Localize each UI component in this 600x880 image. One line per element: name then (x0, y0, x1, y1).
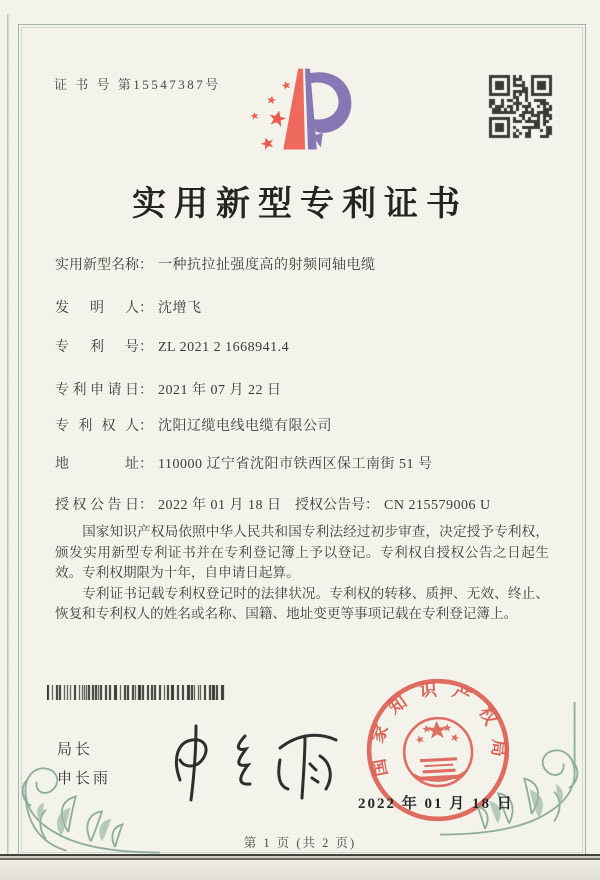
field-application-date: 专利申请日： 2021 年 07 月 22 日 (55, 379, 282, 399)
ornament-corner-right (438, 702, 588, 842)
officer-role: 局长 (57, 742, 94, 758)
field-value: ZL 2021 2 1668941.4 (158, 340, 290, 355)
seal-date: 2022 年 01 月 18 日 (358, 796, 514, 812)
field-address: 地址： 110000 辽宁省沈阳市铁西区保工南街 51 号 (55, 453, 432, 473)
field-inventor: 发明人： 沈增飞 (55, 297, 202, 317)
cnipa-logo-icon (232, 60, 380, 172)
certificate-title: 实用新型专利证书 (132, 186, 468, 223)
officer-name: 申长雨 (57, 771, 112, 787)
legal-text (55, 522, 549, 625)
field-value: 2021 年 07 月 22 日 (158, 383, 282, 398)
seal-text: 国家知识产权局 (365, 678, 510, 779)
page-number: 第 1 页 (共 2 页) (243, 836, 357, 850)
legal-paragraph-2: 专利证书记载专利权登记时的法律状况。专利权的转移、质押、无效、终止、恢复和专利权人的姓名或名称、国籍、地址变更等事项记载在专利登记簿上。 (55, 585, 549, 622)
logo-p-shape (283, 69, 351, 150)
field-patent-number: 专利号： ZL 2021 2 1668941.4 (55, 336, 289, 356)
field-patentee: 专利权人： 沈阳辽缆电线电缆有限公司 (55, 415, 332, 435)
field-grant-number: 授权公告号： CN 215579006 U (295, 498, 491, 513)
field-label: 授权公告号 (295, 498, 365, 513)
paper-left-edge (7, 14, 9, 856)
field-value: 2022 年 01 月 18 日 (158, 498, 282, 513)
field-label: 专利号 (55, 340, 139, 355)
field-label: 地址 (55, 457, 139, 472)
legal-paragraph-1: 国家知识产权局依照中华人民共和国专利法经过初步审查，决定授予专利权，颁发实用新型专利证书并在专利登记簿上予以登记。专利权自授权公告之日起生效。专利权期限为十年，自申请日起算。 (55, 524, 549, 581)
field-value: 沈阳辽缆电线电缆有限公司 (158, 419, 332, 434)
field-label: 发明人 (55, 301, 139, 316)
field-label: 授权公告日 (55, 498, 139, 513)
field-value: 一种抗拉扯强度高的射频同轴电缆 (158, 258, 376, 273)
field-label: 专利权人 (55, 419, 139, 434)
field-value: 沈增飞 (158, 301, 202, 316)
field-value: 110000 辽宁省沈阳市铁西区保工南街 51 号 (158, 457, 433, 472)
field-label: 专利申请日 (55, 383, 139, 398)
field-label: 实用新型名称 (55, 258, 139, 273)
field-grant-date: 授权公告日： 2022 年 01 月 18 日 授权公告号： CN 215579006 U (55, 494, 555, 514)
barcode (47, 685, 225, 700)
certificate-number: 证 书 号 第15547387号 (54, 77, 221, 92)
handwritten-signature (150, 718, 360, 813)
qr-code (486, 72, 555, 141)
field-value: CN 215579006 U (384, 498, 491, 513)
next-page-strip (0, 860, 600, 880)
field-utility-model-name: 实用新型名称： 一种抗拉扯强度高的射频同轴电缆 (55, 254, 376, 274)
